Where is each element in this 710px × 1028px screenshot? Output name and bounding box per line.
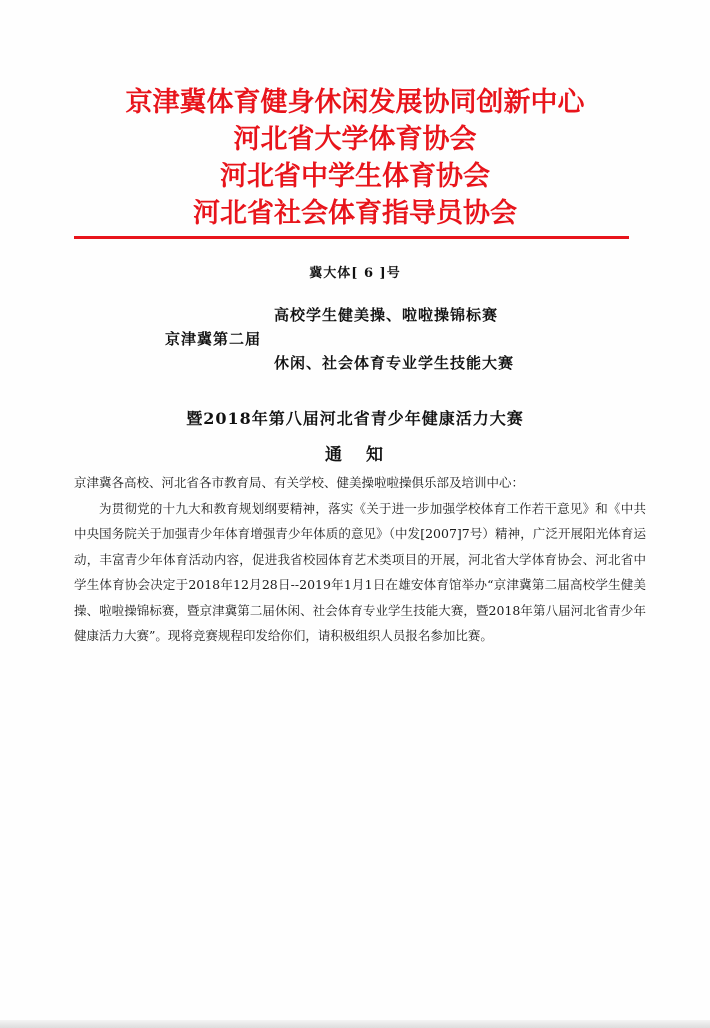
- title-line-bottom: 休闲、社会体育专业学生技能大赛: [274, 354, 515, 372]
- notice-heading: [0, 440, 710, 465]
- org-name-1: 京津冀体育健身休闲发展协同创新中心: [125, 87, 585, 118]
- notice-body: [74, 470, 646, 649]
- document-number: 冀大体[ 6 ]号: [309, 266, 401, 281]
- title-subtitle: 暨2018年第八届河北省青少年健康活力大赛: [186, 409, 524, 428]
- org-name-4: 河北省社会体育指导员协会: [193, 198, 517, 229]
- letterhead-divider: [74, 236, 629, 239]
- body-paragraph: 为贯彻党的十九大和教育规划纲要精神，落实《关于进一步加强学校体育工作若干意见》和《中共中央国务院关于加强青少年体育增强青少年体质的意见》（中发[2007]7号）精神，广泛开展阳光体育运动，丰富青少年体育活动内容，促进我省校园体育艺术类项目的开展，河北省大学体育协会、河北省中学生体育协会决定于2018年12月28日--2019年1月1日在雄安体育馆举办“京津冀第二届高校学生健美操、啦啦操锦标赛，暨京津冀第二届休闲、社会体育专业学生技能大赛，暨2018年第八届河北省青少年健康活力大赛”。现将竞赛规程印发给你们，请积极组织人员报名参加比赛。: [74, 500, 646, 643]
- title-line-left: 京津冀第二届: [165, 330, 262, 348]
- page-bottom-edge: [0, 1020, 710, 1028]
- notice-char-1: 通: [325, 445, 344, 465]
- org-name-2: 河北省大学体育协会: [233, 124, 477, 155]
- letterhead: [0, 84, 710, 232]
- notice-char-2: 知: [366, 445, 385, 465]
- addressee: 京津冀各高校、河北省各市教育局、有关学校、健美操啦啦操俱乐部及培训中心：: [74, 475, 525, 490]
- title-line-top: 高校学生健美操、啦啦操锦标赛: [274, 306, 499, 324]
- org-name-3: 河北省中学生体育协会: [220, 161, 490, 192]
